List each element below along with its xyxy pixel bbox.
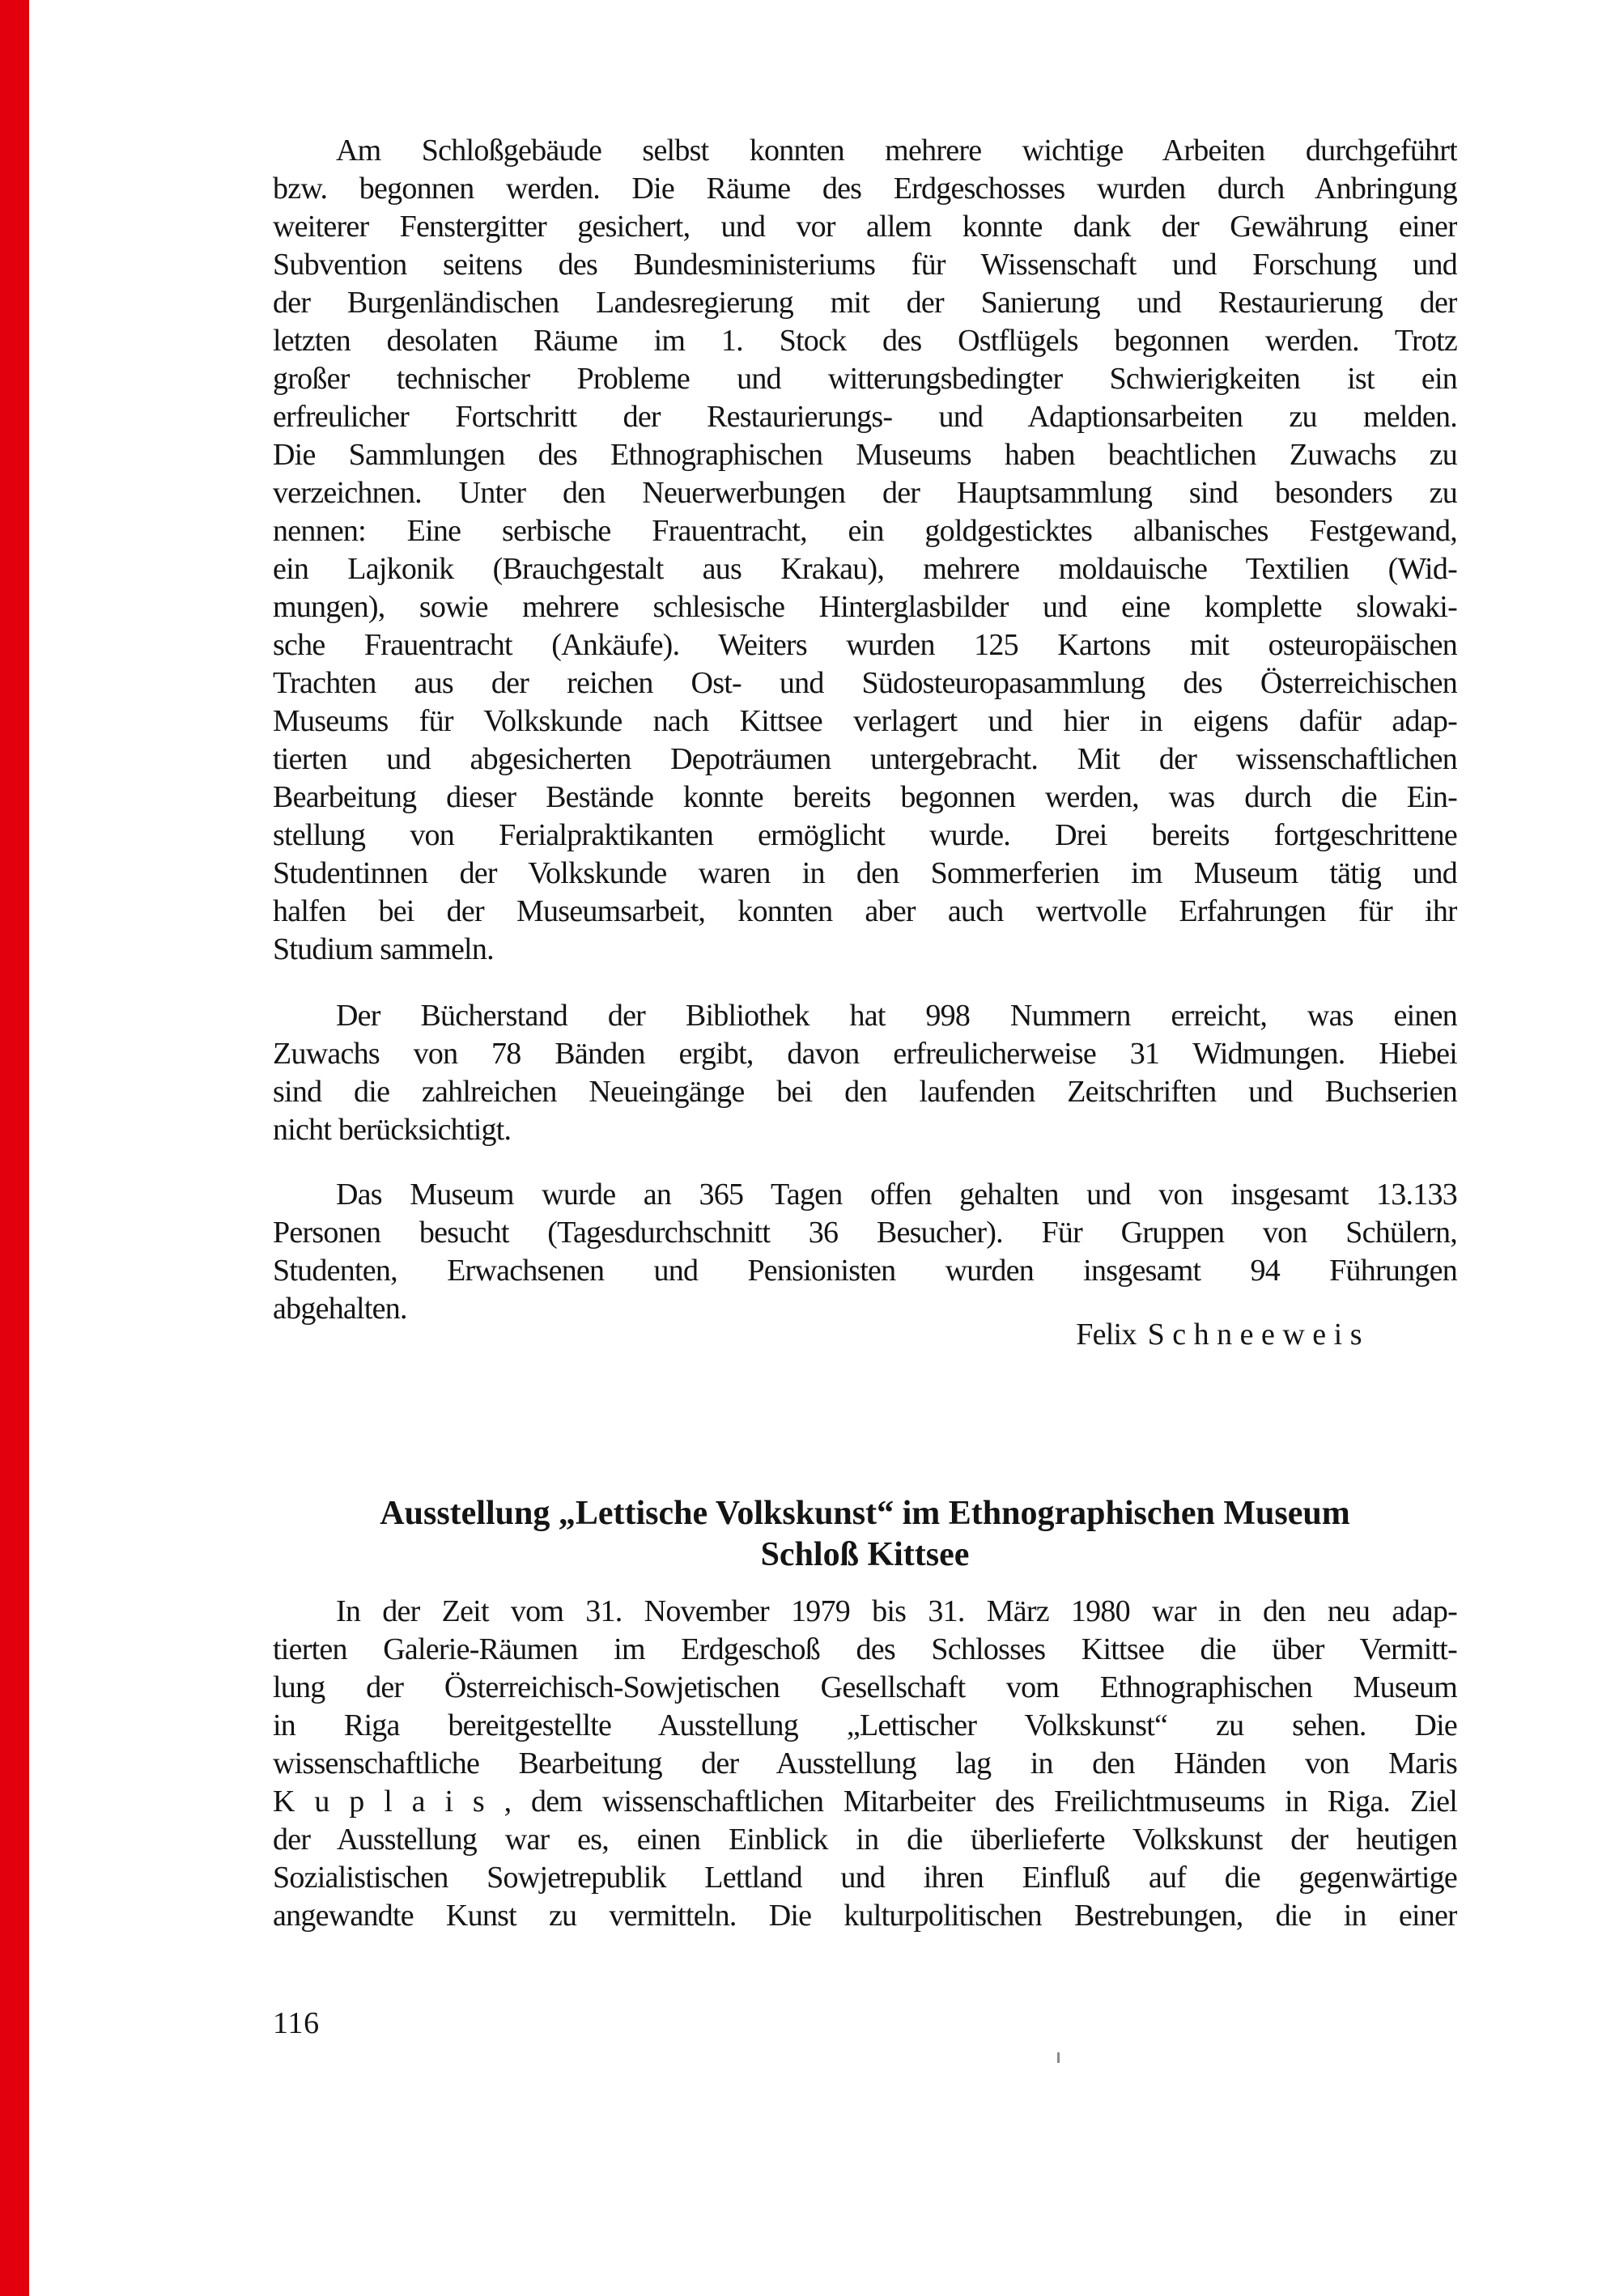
text-line: Museums für Volkskunde nach Kittsee verlagert und hier in eigens dafür adap- <box>273 704 1457 738</box>
text-line: abgehalten. <box>273 1292 407 1326</box>
page-number: 116 <box>273 2006 320 2040</box>
signature-first-name: Felix <box>1076 1318 1137 1352</box>
signature-last-name: Schneeweis <box>1147 1318 1370 1352</box>
text-line: weiterer Fenstergitter gesichert, und vor allem konnte dank der Gewährung einer <box>273 210 1457 244</box>
paragraph-library-report <box>273 997 1457 1149</box>
text-column <box>273 0 1457 2296</box>
text-line: tierten Galerie-Räumen im Erdgeschoß des Schlosses Kittsee die über Vermitt- <box>273 1632 1457 1666</box>
article-heading-line2: Schloß Kittsee <box>760 1536 970 1573</box>
text-line: nennen: Eine serbische Frauentracht, ein goldgesticktes albanisches Festgewand, <box>273 514 1457 548</box>
text-line: Studenten, Erwachsenen und Pensionisten wurden insgesamt 94 Führungen <box>273 1254 1457 1288</box>
text-line: Der Bücherstand der Bibliothek hat 998 Nummern erreicht, was einen <box>336 999 1457 1033</box>
text-line: tierten und abgesicherten Depoträumen untergebracht. Mit der wissenschaftlichen <box>273 742 1457 776</box>
text-line: Studium sammeln. <box>273 932 494 966</box>
text-line: sind die zahlreichen Neueingänge bei den laufenden Zeitschriften und Buchserien <box>273 1075 1457 1109</box>
scan-speck <box>1057 2052 1060 2063</box>
text-line: der Burgenländischen Landesregierung mit der Sanierung und Restaurierung der <box>273 286 1457 320</box>
text-line: Trachten aus der reichen Ost- und Südosteuropasammlung des Österreichischen <box>273 666 1457 700</box>
text-line: Personen besucht (Tagesdurchschnitt 36 Besucher). Für Gruppen von Schülern, <box>273 1216 1457 1250</box>
text-line: sche Frauentracht (Ankäufe). Weiters wurden 125 Kartons mit osteuropäischen <box>273 628 1457 662</box>
paragraph-exhibition-intro <box>273 1593 1457 1935</box>
text-line: angewandte Kunst zu vermitteln. Die kulturpolitischen Bestrebungen, die in einer <box>273 1899 1457 1933</box>
text-line: Bearbeitung dieser Bestände konnte bereits begonnen werden, was durch die Ein- <box>273 780 1457 814</box>
scan-red-edge-stripe <box>0 0 29 2296</box>
text-line: In der Zeit vom 31. November 1979 bis 31. März 1980 war in den neu adap- <box>336 1594 1457 1628</box>
text-line: halfen bei der Museumsarbeit, konnten aber auch wertvolle Erfahrungen für ihr <box>273 894 1457 928</box>
text-line: mungen), sowie mehrere schlesische Hinterglasbilder und eine komplette slowaki- <box>273 590 1457 624</box>
article-heading-line1: Ausstellung „Lettische Volkskunst“ im Ethnographischen Museum <box>380 1495 1350 1532</box>
text-line: Zuwachs von 78 Bänden ergibt, davon erfreulicherweise 31 Widmungen. Hiebei <box>273 1037 1457 1071</box>
text-line: Sozialistischen Sowjetrepublik Lettland und ihren Einfluß auf die gegenwärtige <box>273 1861 1457 1895</box>
text-line: erfreulicher Fortschritt der Restaurierungs- und Adaptionsarbeiten zu melden. <box>273 400 1457 434</box>
text-line: K u p l a i s , dem wissenschaftlichen Mitarbeiter des Freilichtmuseums in Riga. Ziel <box>273 1785 1457 1819</box>
text-line: verzeichnen. Unter den Neuerwerbungen der Hauptsammlung sind besonders zu <box>273 476 1457 510</box>
text-line: wissenschaftliche Bearbeitung der Ausstellung lag in den Händen von Maris <box>273 1746 1457 1780</box>
text-line: nicht berücksichtigt. <box>273 1113 512 1147</box>
text-line: bzw. begonnen werden. Die Räume des Erdgeschosses wurden durch Anbringung <box>273 172 1457 206</box>
text-line: Am Schloßgebäude selbst konnten mehrere wichtige Arbeiten durchgeführt <box>336 134 1457 168</box>
text-line: letzten desolaten Räume im 1. Stock des Ostflügels begonnen werden. Trotz <box>273 324 1457 358</box>
author-signature <box>273 1316 1457 1354</box>
paragraph-museum-report <box>273 132 1457 969</box>
text-line: Das Museum wurde an 365 Tagen offen gehalten und von insgesamt 13.133 <box>336 1178 1457 1212</box>
text-line: Die Sammlungen des Ethnographischen Museums haben beachtlichen Zuwachs zu <box>273 438 1457 472</box>
text-line: stellung von Ferialpraktikanten ermöglicht wurde. Drei bereits fortgeschrittene <box>273 818 1457 852</box>
text-line: großer technischer Probleme und witterungsbedingter Schwierigkeiten ist ein <box>273 362 1457 396</box>
text-line: ein Lajkonik (Brauchgestalt aus Krakau), mehrere moldauische Textilien (Wid- <box>273 552 1457 586</box>
text-line: Subvention seitens des Bundesministeriums für Wissenschaft und Forschung und <box>273 248 1457 282</box>
text-line: Studentinnen der Volkskunde waren in den Sommerferien im Museum tätig und <box>273 856 1457 890</box>
text-line: lung der Österreichisch-Sowjetischen Gesellschaft vom Ethnographischen Museum <box>273 1670 1457 1704</box>
paragraph-visitor-report <box>273 1176 1457 1328</box>
text-line: in Riga bereitgestellte Ausstellung „Lettischer Volkskunst“ zu sehen. Die <box>273 1708 1457 1742</box>
article-heading <box>273 1493 1457 1576</box>
text-line: der Ausstellung war es, einen Einblick in die überlieferte Volkskunst der heutigen <box>273 1823 1457 1857</box>
